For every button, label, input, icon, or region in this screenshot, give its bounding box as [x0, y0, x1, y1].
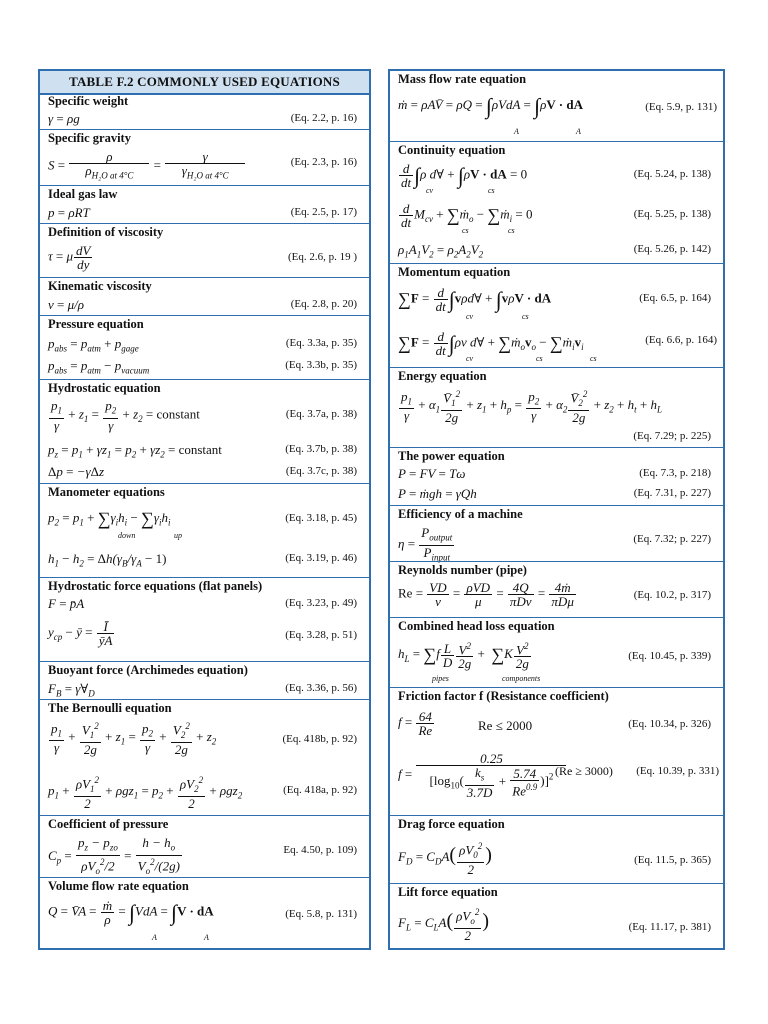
- equation: $p_{abs} = p_{atm} + p_{gage}$: [48, 336, 139, 354]
- section-energy: [390, 367, 723, 447]
- equation: S = $\frac{\rho}{\rho_{H_2O at 4^\circ C}}$ = $\frac{\gamma}{\gamma_{H_2O at 4^\circ C}}$: [48, 150, 246, 183]
- equation: $\frac{d}{dt}$ $M_{cv}$ + ∑ṁ$_o$ − ∑ṁ$_i$ = 0: [401, 201, 533, 230]
- equation-ref: (Eq. 3.28, p. 51): [285, 629, 357, 641]
- label-cv: cv: [466, 354, 474, 363]
- equation-ref: (Eq. 7.31, p. 227): [633, 487, 711, 499]
- section-bernoulli: [40, 699, 369, 815]
- equation-ref: (Eq. 5.9, p. 131): [645, 101, 717, 113]
- equation: $\frac{d}{dt}$ ∫ρ d∀ + ∫ρV · dA = 0: [401, 161, 528, 190]
- equation-ref: (Eq. 3.7c, p. 38): [285, 465, 357, 477]
- label-components: components: [502, 674, 541, 683]
- equation-ref: (Eq. 3.7a, p. 38): [285, 408, 357, 420]
- equation-ref: (Eq. 5.25, p. 138): [633, 208, 711, 220]
- equation-ref: (Eq. 2.2, p. 16): [290, 112, 357, 124]
- equation: $F_L = C_LA$( $\frac{\rho V_o^2}{2}$ ): [398, 907, 489, 943]
- section-drag-force: [390, 815, 723, 883]
- equation: $p_{abs} = p_{atm} - p_{vacuum}$: [48, 358, 150, 376]
- equation: $C_p$ = $\frac{p_z - p_{zo}}{\rho V_o^2/2}$ = $\frac{h - h_o}{V_o^2/(2g)}$: [48, 835, 180, 876]
- equation-ref: (Eq. 3.19, p. 46): [285, 552, 357, 564]
- equation: ∑F = $\frac{d}{dt}$ ∫vρd∀ + ∫vρV · dA: [398, 285, 552, 314]
- section-title: Combined head loss equation: [398, 619, 555, 633]
- label-cs: cs: [462, 226, 469, 235]
- equation-ref: (Eq. 7.3, p. 218): [639, 467, 711, 479]
- equation: ν = μ/ρ: [48, 297, 85, 312]
- section-title: Energy equation: [398, 369, 487, 383]
- equation: $p_1$ + $\frac{\rho V_1^2}{2}$ + $\rho gz_1 = p_2$ + $\frac{\rho V_2^2}{2}$ + ρgz$_2$: [48, 775, 243, 811]
- section-friction-factor: [390, 687, 723, 815]
- section-title: Definition of viscosity: [48, 225, 164, 239]
- equation: p = ρRT: [48, 205, 90, 220]
- equation: $\rho_1A_1V_2 = \rho_2A_2V_2$: [398, 242, 484, 260]
- equation-ref: (Eq. 11.5, p. 365): [634, 854, 711, 866]
- section-title: Reynolds number (pipe): [398, 563, 527, 577]
- equation: $\frac{p_1}{\gamma}$ + $\frac{V_1^2}{2g}$ + $z_1$ = $\frac{p_2}{\gamma}$ + $\frac{V_2^2}{2g}$ + $z_2$: [51, 720, 217, 757]
- section-head-loss: [390, 617, 723, 687]
- equation-ref: (Eq. 418a, p. 92): [283, 784, 357, 796]
- equation: $h_L = \sum f$ $\frac{L}{D}$ $\frac{V^2}{2g}$ + ∑K $\frac{V^2}{2g}$: [398, 640, 529, 672]
- label-cs: cs: [590, 354, 597, 363]
- label-cv: cv: [426, 186, 434, 195]
- equation-ref: (Eq. 7.32; p. 227): [633, 533, 711, 545]
- equation: η = $\frac{P_{output}}{P_{input}}$: [398, 525, 453, 563]
- section-title: Volume flow rate equation: [48, 879, 189, 893]
- section-pressure-equation: [40, 315, 369, 379]
- equation: P = ṁgh = γQh: [398, 486, 477, 501]
- equation: $p_2 = p_1 + \sum\gamma_ih_i - \sum\gamma_ih_i$: [48, 508, 171, 529]
- equation: Re = $\frac{VD}{\nu}$ = $\frac{\text{ρVD}}{\mu}$ = $\frac{4Q}{\text{πDν}}$ = $\frac{\text{4ṁ}}{\text{πDμ}}$: [398, 580, 574, 609]
- equation: $\frac{p_1}{\gamma}$ + $z_1$ = $\frac{p_2}{\gamma}$ + $z_2$ = constant: [51, 398, 200, 433]
- equation: $h_1 - h_2 = \Delta h(\gamma_B/\gamma_A - 1)$: [48, 551, 167, 569]
- section-title: The power equation: [398, 449, 505, 463]
- label-A: A: [514, 127, 519, 136]
- section-title: Specific gravity: [48, 131, 131, 145]
- label-cs: cs: [522, 312, 529, 321]
- section-manometer-equations: [40, 483, 369, 577]
- equation-ref: (Eq. 2.3, p. 16): [290, 156, 357, 168]
- equation-ref: (Eq. 3.23, p. 49): [285, 597, 357, 609]
- section-title: Pressure equation: [48, 317, 144, 331]
- equation: $y_{cp}$ − ȳ = $\frac{Ī}{ȳA}$: [48, 619, 113, 648]
- equation-ref: (Eq. 11.17, p. 381): [628, 921, 711, 933]
- label-cs: cs: [488, 186, 495, 195]
- equation-ref: (Eq. 3.18, p. 45): [285, 512, 357, 524]
- section-title: The Bernoulli equation: [48, 701, 172, 715]
- equation-ref: (Eq. 10.2, p. 317): [633, 589, 711, 601]
- section-efficiency: [390, 505, 723, 561]
- equation: ∑F = $\frac{d}{dt}$ ∫ρv d∀ + $\sum ṁ_ov_o$ − $\sum ṁ_iv_i$: [398, 329, 584, 358]
- section-mass-flow-rate: [390, 71, 723, 141]
- equation-ref: (Eq. 5.8, p. 131): [285, 908, 357, 920]
- section-title: Efficiency of a machine: [398, 507, 523, 521]
- section-lift-force: [390, 883, 723, 948]
- equation-ref: (Eq. 3.3b, p. 35): [285, 359, 357, 371]
- section-ideal-gas-law: [40, 185, 369, 223]
- section-title: Momentum equation: [398, 265, 511, 279]
- label-up: up: [174, 531, 182, 540]
- equation-ref: (Eq. 7.29; p. 225): [633, 430, 711, 442]
- section-reynolds: [390, 561, 723, 617]
- section-title: Kinematic viscosity: [48, 279, 152, 293]
- section-hydrostatic-equation: [40, 379, 369, 483]
- section-volume-flow-rate: [40, 877, 369, 948]
- section-title: Specific weight: [48, 94, 129, 108]
- section-title: Lift force equation: [398, 885, 498, 899]
- equation-ref: (Eq. 3.3a, p. 35): [285, 337, 357, 349]
- section-title: Manometer equations: [48, 485, 165, 499]
- section-hydrostatic-force: [40, 577, 369, 661]
- label-cs: cs: [508, 226, 515, 235]
- equation: P = FV = Tω: [398, 466, 466, 481]
- equation-ref: (Eq. 5.26, p. 142): [633, 243, 711, 255]
- equation-ref: (Eq. 2.6, p. 19 ): [287, 251, 357, 263]
- equation: $p_z = p_1 + \gamma z_1 = p_2 + \gamma z_2$ = constant: [48, 442, 222, 460]
- section-title: Coefficient of pressure: [48, 817, 169, 831]
- section-title: Mass flow rate equation: [398, 72, 527, 86]
- equation: F = p̄A: [48, 596, 85, 611]
- equation-ref: (Eq. 10.39, p. 331): [636, 765, 719, 777]
- section-pressure-coefficient: [40, 815, 369, 877]
- section-title: Ideal gas law: [48, 187, 118, 201]
- equation: $F_B$ = $\gamma\forall_D$: [48, 681, 95, 699]
- equation: $F_D = C_DA$( $\frac{\rho V_0^2}{2}$ ): [398, 841, 492, 877]
- section-specific-weight: [40, 93, 369, 129]
- equation-ref: (Eq. 2.8, p. 20): [290, 298, 357, 310]
- section-kinematic-viscosity: [40, 277, 369, 315]
- section-title: Buoyant force (Archimedes equation): [48, 663, 248, 677]
- equation: f = $\frac{64}{Re}$: [398, 709, 433, 738]
- equation-ref: (Eq. 6.6, p. 164): [645, 334, 717, 346]
- condition-laminar: Re ≤ 2000: [478, 718, 533, 733]
- equation: τ = μ $\frac{dV}{dy}$: [48, 243, 91, 272]
- section-viscosity: [40, 223, 369, 277]
- equation: Δp = −γΔz: [48, 464, 105, 479]
- equation: f = 0.25 [$\log_{10}$( $\frac{k_s}{3.7D}$ + $\frac{5.74}{Re^{0.9}}$ )]$^2$: [398, 752, 567, 799]
- equation: γ = ρg: [48, 111, 80, 126]
- section-title: Drag force equation: [398, 817, 505, 831]
- equation-ref: (Eq. 418b, p. 92): [282, 733, 357, 745]
- equation-ref: (Eq. 3.36, p. 56): [285, 682, 357, 694]
- equation: $\frac{p_1}{\gamma}$ + $\alpha_1$ $\frac{V̄_1^2}{2g}$ + $z_1 + h_p$ = $\frac{p_2}{\gamma}$ + $\alpha_2$ $\frac{V̄_2^2}{2g}$ + $z_2 + h_t + h_L$: [401, 388, 662, 425]
- section-title: Continuity equation: [398, 143, 506, 157]
- equation-ref: (Eq. 10.45, p. 339): [628, 650, 711, 662]
- section-specific-gravity: [40, 129, 369, 185]
- section-title: Hydrostatic force equations (flat panels): [48, 579, 263, 593]
- left-equation-table: [38, 69, 371, 950]
- label-down: down: [118, 531, 136, 540]
- section-power: [390, 447, 723, 505]
- label-A: A: [152, 933, 157, 942]
- label-cv: cv: [466, 312, 474, 321]
- condition-turbulent: (Re ≥ 3000): [555, 764, 613, 778]
- label-A: A: [204, 933, 209, 942]
- section-continuity: [390, 141, 723, 263]
- section-momentum: [390, 263, 723, 367]
- label-pipes: pipes: [432, 674, 449, 683]
- equation: ṁ = ρAV̄ = ρQ = ∫ρVdA = ∫ρV · dA: [398, 93, 583, 119]
- section-buoyant-force: [40, 661, 369, 699]
- right-equation-table: [388, 69, 725, 950]
- label-A: A: [576, 127, 581, 136]
- section-title: Friction factor f (Resistance coefficient): [398, 689, 609, 703]
- label-cs: cs: [536, 354, 543, 363]
- equation: Q = V̄A = $\frac{\text{ṁ}}{\rho}$ = ∫VdA = ∫V · dA: [48, 898, 214, 927]
- equation-ref: (Eq. 6.5, p. 164): [639, 292, 711, 304]
- equation-ref: (Eq. 3.7b, p. 38): [285, 443, 357, 455]
- equation-ref: (Eq. 2.5, p. 17): [290, 206, 357, 218]
- equation-ref: Eq. 4.50, p. 109): [283, 844, 357, 856]
- section-title: Hydrostatic equation: [48, 381, 161, 395]
- equation-ref: (Eq. 5.24, p. 138): [633, 168, 711, 180]
- equation-ref: (Eq. 10.34, p. 326): [628, 718, 711, 730]
- table-title: TABLE F.2 COMMONLY USED EQUATIONS: [40, 71, 369, 95]
